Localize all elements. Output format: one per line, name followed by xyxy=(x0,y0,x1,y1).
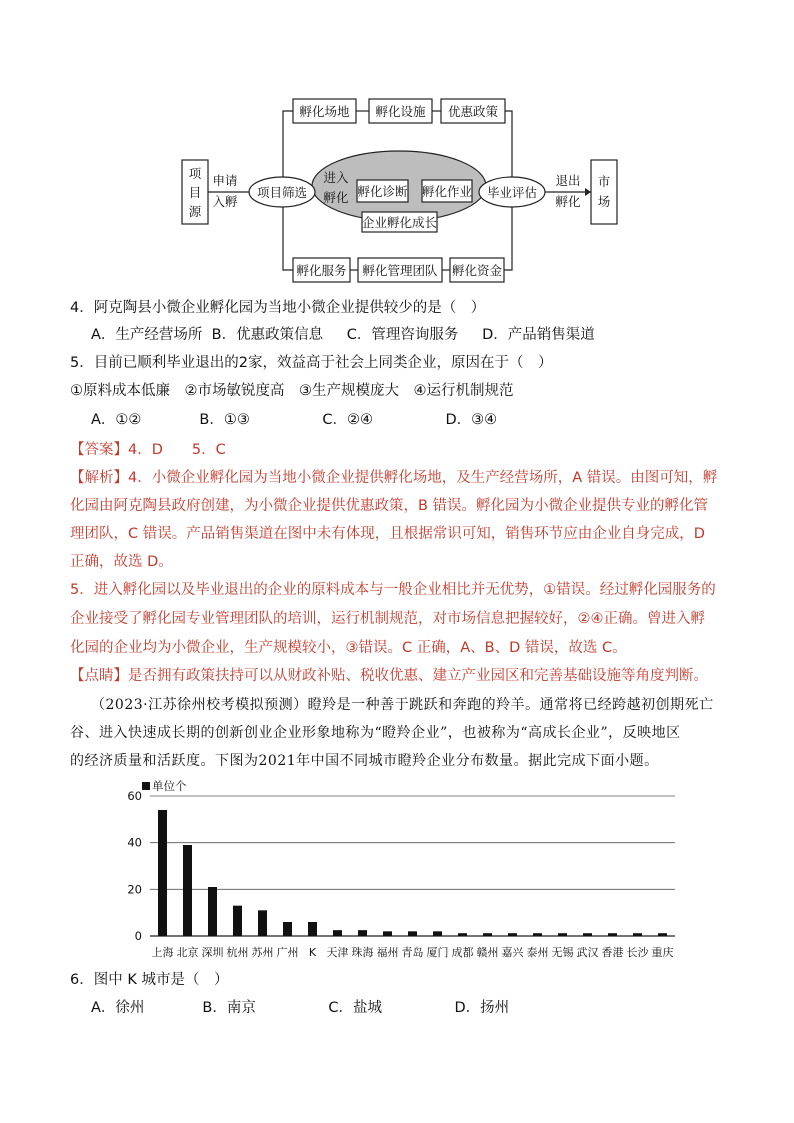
analysis-tag: 【解析】 xyxy=(70,470,128,486)
bar-北京 xyxy=(183,845,192,936)
apply-label: 申请 xyxy=(212,173,238,188)
bar-杭州 xyxy=(233,906,242,936)
y-tick-label: 40 xyxy=(127,835,142,850)
x-tick-label: 广州 xyxy=(276,946,299,959)
top-box-facility: 孵化设施 xyxy=(375,104,426,119)
x-tick-label: 厦门 xyxy=(426,946,449,959)
bar-香港 xyxy=(608,933,617,936)
q6-stem: 6．图中 K 城市是（ ） xyxy=(70,972,229,988)
answer-tag: 【答案】 xyxy=(70,442,128,458)
analysis-line: 化园由阿克陶县政府创建，为小微企业提供优惠政策，B 错误。孵化园为小微企业提供专业的孵化管 xyxy=(70,498,709,514)
x-tick-label: 珠海 xyxy=(351,946,374,959)
bar-上海 xyxy=(158,810,167,936)
operate-box: 孵化作业 xyxy=(421,184,473,199)
x-tick-label: 无锡 xyxy=(551,946,574,959)
bottom-box-team: 孵化管理团队 xyxy=(362,263,438,278)
project-source-char: 项 xyxy=(188,166,202,181)
apply-label: 入孵 xyxy=(212,194,238,209)
y-tick-label: 0 xyxy=(134,929,142,943)
top-box-site: 孵化场地 xyxy=(299,104,350,119)
y-tick-label: 60 xyxy=(127,789,142,803)
bar-珠海 xyxy=(358,930,367,936)
bar-福州 xyxy=(383,931,392,936)
x-tick-label: 香港 xyxy=(601,946,624,959)
bar-长沙 xyxy=(633,933,642,936)
grow-box: 企业孵化成长 xyxy=(361,215,438,230)
legend-swatch xyxy=(142,782,150,790)
bar-深圳 xyxy=(208,887,217,936)
x-tick-label: 武汉 xyxy=(576,946,599,959)
tip-text: 是否拥有政策扶持可以从财政补贴、税收优惠、建立产业园区和完善基础设施等角度判断。 xyxy=(128,668,708,684)
bar-天津 xyxy=(333,930,342,936)
bar-重庆 xyxy=(658,933,667,936)
bar-无锡 xyxy=(558,933,567,936)
tip-line xyxy=(70,666,708,686)
enter-label: 孵化 xyxy=(323,190,349,205)
q4-stem: 4．阿克陶县小微企业孵化园为当地小微企业提供较少的是（ ） xyxy=(70,300,486,316)
market-char: 市 xyxy=(597,174,611,189)
bar-厦门 xyxy=(433,931,442,936)
analysis-line: 企业接受了孵化园专业管理团队的培训，运行机制规范，对市场信息把握较好，②④正确。曾进入孵 xyxy=(70,611,705,627)
x-tick-label: K xyxy=(308,946,317,959)
bar-成都 xyxy=(458,933,467,936)
x-tick-label: 长沙 xyxy=(626,946,649,959)
project-source-char: 源 xyxy=(188,204,202,219)
enter-label: 进入 xyxy=(323,170,349,185)
intro-line: 谷、进入快速成长期的创新创业企业形象地称为“瞪羚企业”，也被称为“高成长企业”，反映地区 xyxy=(70,725,681,741)
incubation-flow-diagram xyxy=(170,90,630,285)
bar-武汉 xyxy=(583,933,592,936)
bar-嘉兴 xyxy=(508,933,517,936)
q5-stem: 5．目前已顺利毕业退出的2家，效益高于社会上同类企业，原因在于（ ） xyxy=(70,355,553,371)
bar-广州 xyxy=(283,922,292,936)
screen-node: 项目筛选 xyxy=(256,185,308,200)
bar-K xyxy=(308,922,317,936)
analysis-line xyxy=(70,468,717,488)
x-tick-label: 深圳 xyxy=(201,946,224,959)
project-source-char: 目 xyxy=(188,185,202,200)
top-box-policy: 优惠政策 xyxy=(447,104,499,119)
bar-泰州 xyxy=(533,933,542,936)
x-tick-label: 赣州 xyxy=(476,946,499,959)
intro-line: 的经济质量和活跃度。下图为2021年中国不同城市瞪羚企业分布数量。据此完成下面小题。 xyxy=(70,753,659,769)
analysis-text: 4．小微企业孵化园为当地小微企业提供孵化场地，及生产经营场所，A 错误。由图可知，孵 xyxy=(128,470,718,486)
x-tick-label: 福州 xyxy=(376,946,399,959)
exit-label: 退出 xyxy=(555,173,581,188)
bar-青岛 xyxy=(408,931,417,936)
tip-tag: 【点睛】 xyxy=(70,668,128,684)
analysis-line: 理团队，C 错误。产品销售渠道在图中未有体现，且根据常识可知，销售环节应由企业自身完成，D xyxy=(70,526,705,542)
x-tick-label: 苏州 xyxy=(251,946,274,959)
x-tick-label: 泰州 xyxy=(526,946,549,959)
y-tick-label: 20 xyxy=(127,882,142,897)
analysis-line: 正确，故选 D。 xyxy=(70,554,173,570)
bar-赣州 xyxy=(483,933,492,936)
diagnose-box: 孵化诊断 xyxy=(357,184,408,199)
bottom-box-fund: 孵化资金 xyxy=(451,263,503,278)
q6-options: A．徐州 B．南京 C．盐城 D．扬州 xyxy=(91,1000,510,1016)
x-tick-label: 北京 xyxy=(176,946,199,959)
bottom-box-service: 孵化服务 xyxy=(296,263,347,278)
gazelle-bar-chart xyxy=(110,778,690,968)
x-tick-label: 青岛 xyxy=(401,946,424,959)
x-tick-label: 天津 xyxy=(326,946,349,959)
bar-苏州 xyxy=(258,910,267,936)
intro-line: （2023·江苏徐州校考模拟预测）瞪羚是一种善于跳跃和奔跑的羚羊。通常将已经跨越初创期死亡 xyxy=(91,697,714,713)
market-char: 场 xyxy=(597,194,611,209)
legend-label: 单位个 xyxy=(152,779,187,793)
x-tick-label: 嘉兴 xyxy=(501,946,524,959)
x-tick-label: 重庆 xyxy=(651,946,674,959)
answer-line xyxy=(70,440,226,460)
x-tick-label: 成都 xyxy=(451,946,474,959)
q4-options: A．生产经营场所 B．优惠政策信息 C．管理咨询服务 D．产品销售渠道 xyxy=(91,327,595,343)
x-tick-label: 杭州 xyxy=(226,946,249,959)
exit-label: 孵化 xyxy=(555,194,581,209)
analysis-line: 化园的企业均为小微企业，生产规模较小，③错误。C 正确，A、B、D 错误，故选 C。 xyxy=(70,640,627,656)
answer-text: 4．D 5．C xyxy=(128,442,226,458)
analysis-line: 5．进入孵化园以及毕业退出的企业的原料成本与一般企业相比并无优势，①错误。经过孵化园服务的 xyxy=(70,582,716,598)
evaluate-node: 毕业评估 xyxy=(486,185,538,200)
x-tick-label: 上海 xyxy=(151,946,174,959)
q5-options: A．①② B．①③ C．②④ D．③④ xyxy=(91,412,498,428)
q5-items: ①原料成本低廉 ②市场敏锐度高 ③生产规模庞大 ④运行机制规范 xyxy=(70,383,514,399)
